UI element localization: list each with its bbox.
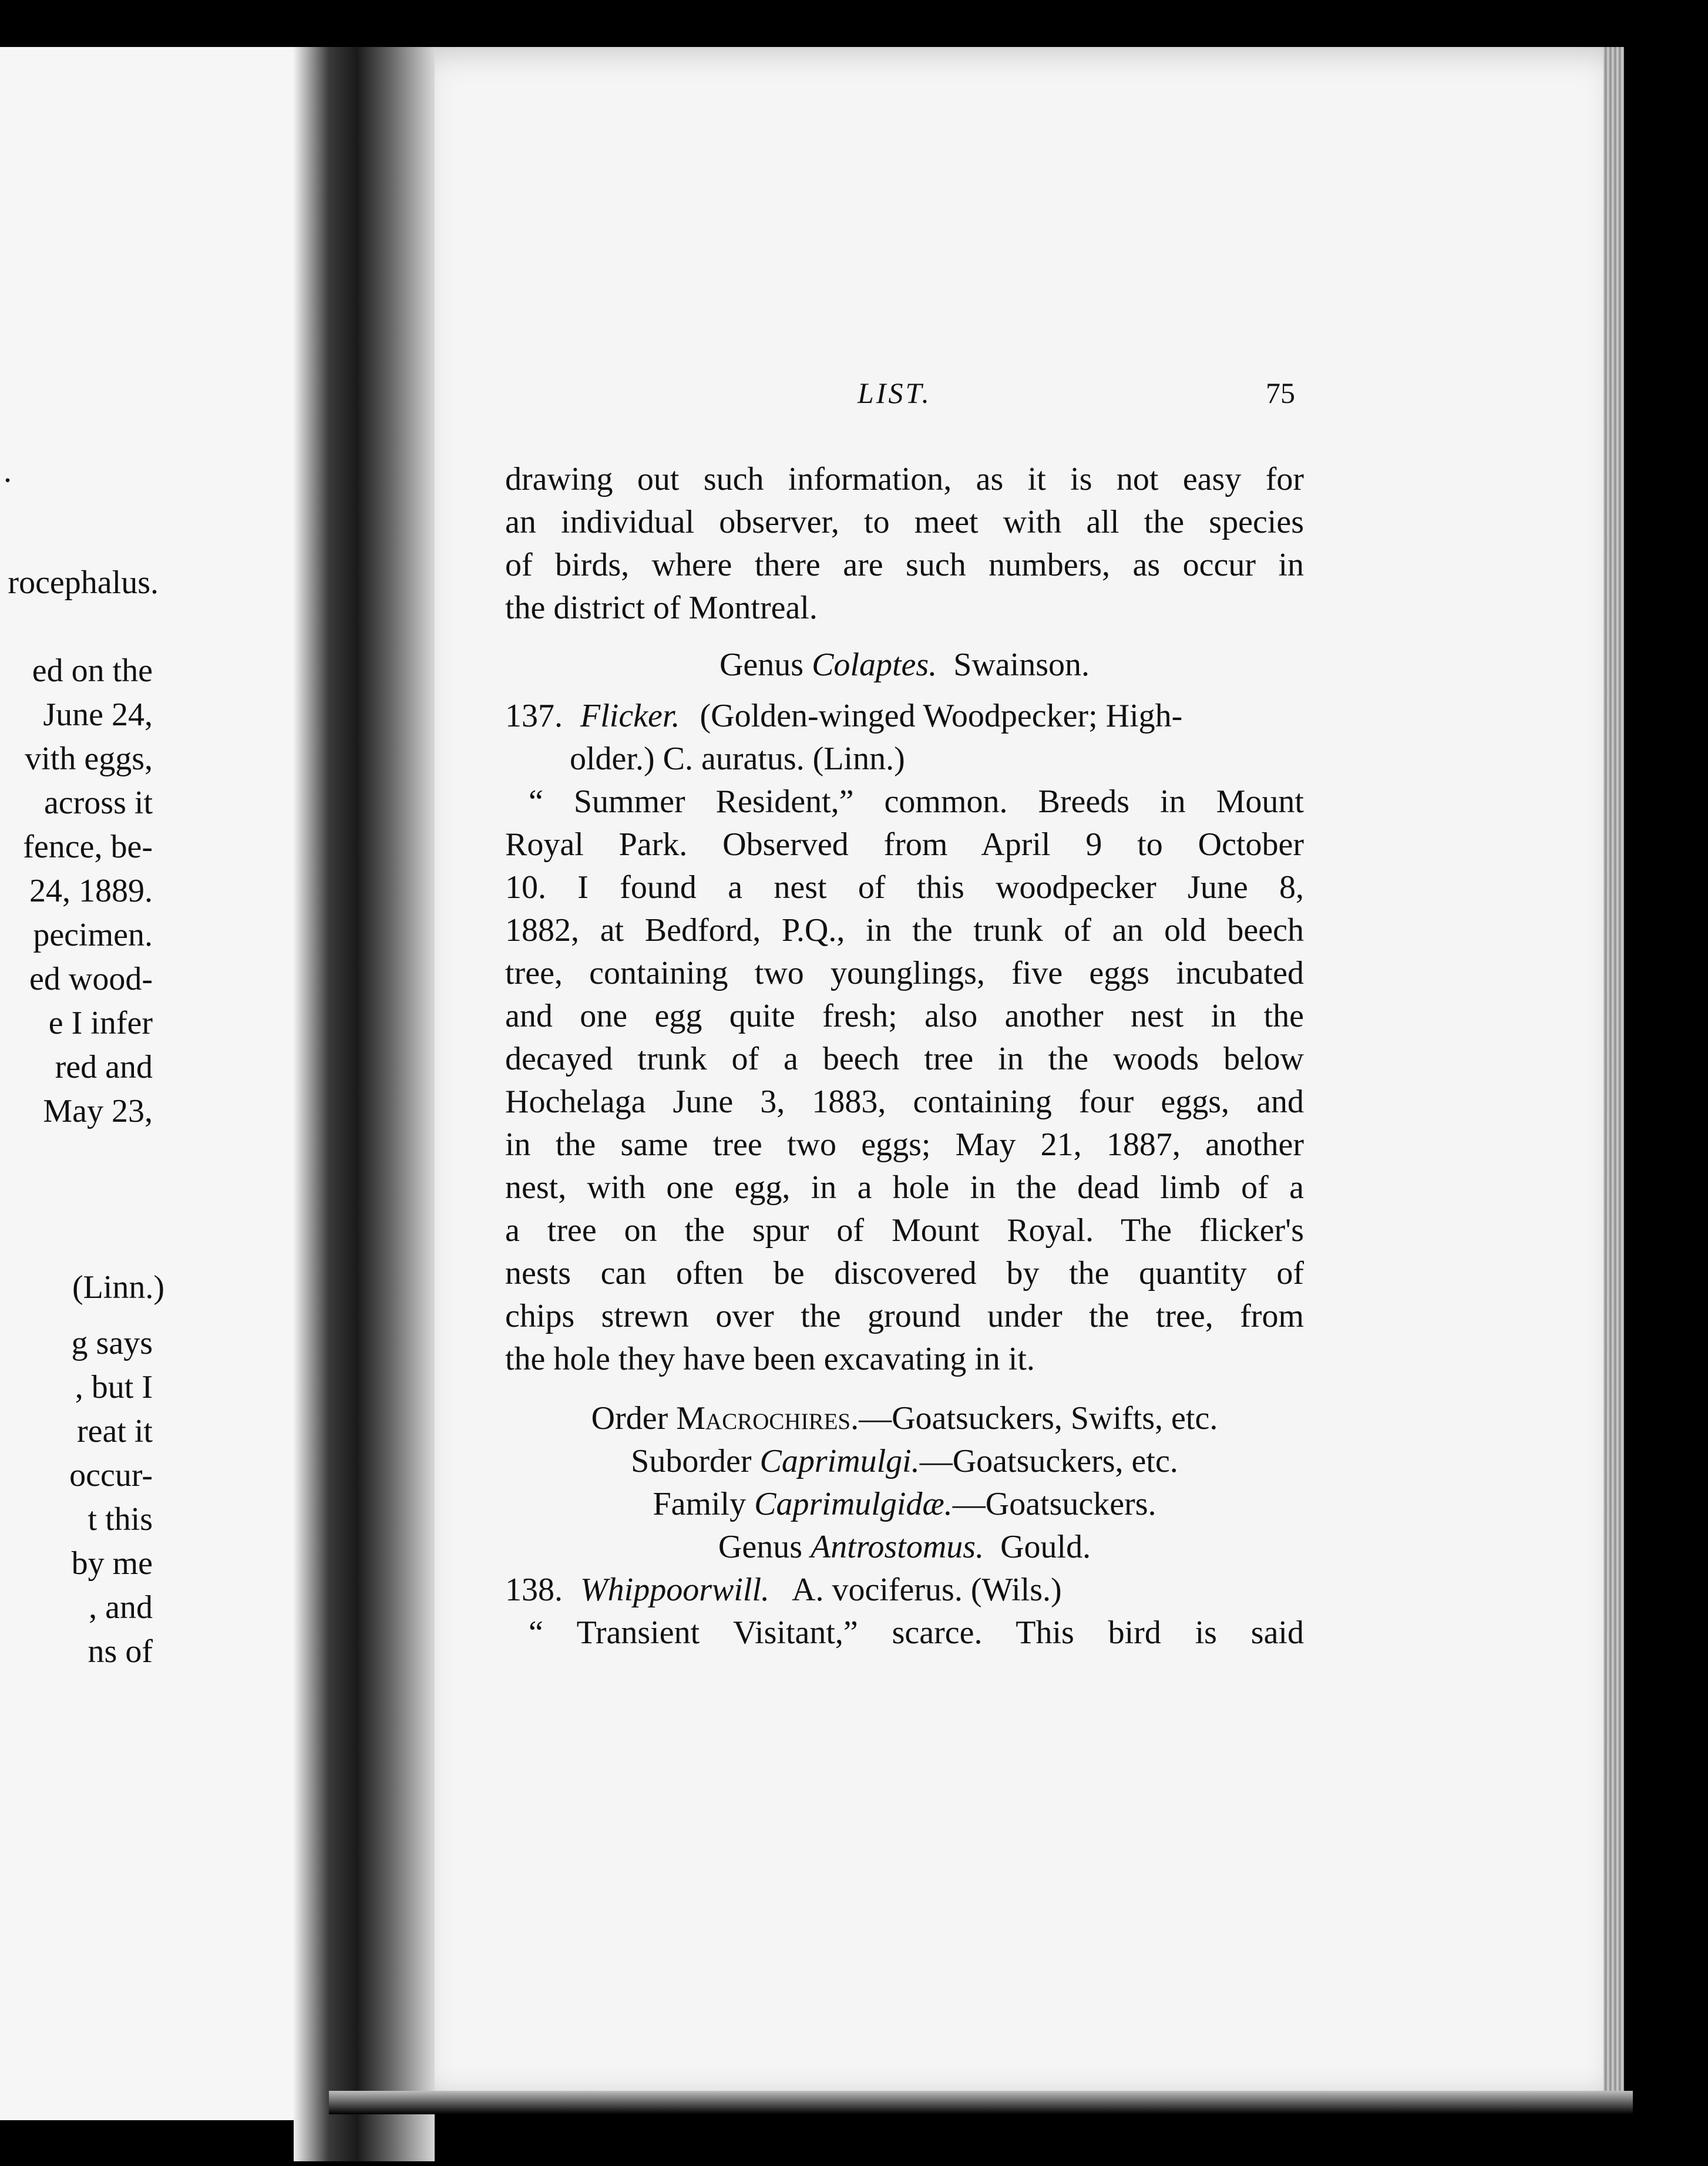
text-line: of birds, where there are such numbers, as occur in [505, 547, 1304, 583]
entry-number: 138. [505, 1572, 563, 1608]
entry-number: 137. [505, 698, 563, 734]
left-line: fence, be- [23, 829, 153, 865]
page-number: 75 [1266, 376, 1295, 409]
genus-heading [505, 644, 1304, 687]
book-gutter [294, 47, 435, 2161]
genus-author: Gould. [1000, 1529, 1091, 1565]
left-line: g says [71, 1325, 153, 1361]
intro-paragraph [505, 458, 1304, 630]
text-line: Hochelaga June 3, 1883, containing four eggs, and [505, 1084, 1304, 1120]
text-line: nests can often be discovered by the quantity of [505, 1255, 1304, 1291]
page-bottom-shadow [329, 2091, 1633, 2114]
suborder-rest: —Goatsuckers, etc. [919, 1443, 1178, 1479]
genus-prefix: Genus [719, 647, 804, 683]
body-text [505, 458, 1304, 1654]
entry-line [505, 1569, 1304, 1612]
left-line: May 23, [43, 1093, 153, 1129]
left-line: ed wood- [29, 961, 153, 997]
left-line: ns of [88, 1633, 153, 1670]
text-line: 10. I found a nest of this woodpecker June 8, [505, 869, 1304, 906]
genus-author: Swainson. [953, 647, 1090, 683]
left-line: reat it [76, 1413, 153, 1449]
left-line: 24, 1889. [29, 873, 153, 909]
left-line: pecimen. [33, 917, 153, 953]
text-line: Royal Park. Observed from April 9 to October [505, 826, 1304, 863]
genus-name: Colaptes. [812, 647, 937, 683]
left-line: red and [55, 1049, 153, 1085]
entry-line: older.) C. auratus. (Linn.) [570, 741, 905, 777]
entry-line-rest: (Golden-winged Woodpecker; High- [700, 698, 1183, 734]
left-line: June 24, [43, 697, 153, 733]
family-prefix: Family [653, 1486, 747, 1522]
genus-prefix: Genus [718, 1529, 802, 1565]
text-line: chips strewn over the ground under the tree, from [505, 1298, 1304, 1334]
suborder-prefix: Suborder [631, 1443, 752, 1479]
left-line: e I infer [48, 1005, 153, 1041]
left-line: occur- [69, 1457, 153, 1494]
entry-line [505, 695, 1304, 738]
left-line: ed on the [32, 653, 153, 689]
text-line: 1882, at Bedford, P.Q., in the trunk of an old beech [505, 912, 1304, 949]
text-line: the hole they have been excavating in it. [505, 1341, 1035, 1377]
family-rest: —Goatsuckers. [952, 1486, 1156, 1522]
entry-common-name: Flicker. [580, 698, 680, 734]
text-line: tree, containing two younglings, five eggs incubated [505, 955, 1304, 991]
text-line: nest, with one egg, in a hole in the dead limb of a [505, 1169, 1304, 1206]
text-line: in the same tree two eggs; May 21, 1887, another [505, 1126, 1304, 1163]
suborder-name: Caprimulgi. [759, 1443, 920, 1479]
running-title: LIST. [858, 376, 932, 409]
genus-name: Antrostomus. [811, 1529, 984, 1565]
left-line: vith eggs, [25, 741, 153, 777]
species-entry-137 [505, 695, 1304, 781]
genus-heading [505, 1526, 1304, 1569]
family-name: Caprimulgidæ. [754, 1486, 953, 1522]
suborder-heading [505, 1440, 1304, 1483]
left-facing-page [0, 47, 329, 2120]
left-line: t this [88, 1501, 153, 1538]
family-heading [505, 1483, 1304, 1526]
text-line: drawing out such information, as it is not easy for [505, 461, 1304, 497]
text-line: decayed trunk of a beech tree in the woods below [505, 1041, 1304, 1077]
entry-common-name: Whippoorwill. [580, 1572, 770, 1608]
left-line: (Linn.) [72, 1269, 164, 1306]
order-rest: —Goatsuckers, Swifts, etc. [859, 1400, 1218, 1437]
order-heading [505, 1397, 1304, 1440]
left-line: by me [71, 1545, 153, 1582]
text-line: “ Transient Visitant,” scarce. This bird is said [529, 1615, 1304, 1651]
left-line: . [4, 453, 12, 489]
text-line: “ Summer Resident,” common. Breeds in Mount [529, 783, 1304, 820]
species-entry-138 [505, 1569, 1304, 1654]
left-line: rocephalus. [8, 564, 159, 601]
left-line: across it [43, 785, 153, 821]
left-line: , but I [75, 1369, 153, 1405]
entry-line-rest: A. vociferus. (Wils.) [792, 1572, 1062, 1608]
order-name: Macrochires. [676, 1400, 859, 1437]
text-line: the district of Montreal. [505, 590, 818, 626]
entry-137-paragraph [505, 781, 1304, 1381]
running-head [505, 376, 1295, 417]
left-line: , and [89, 1589, 153, 1626]
page-edge [1603, 47, 1624, 2103]
order-prefix: Order [591, 1400, 668, 1437]
text-line: and one egg quite fresh; also another nest in the [505, 998, 1304, 1034]
text-line: a tree on the spur of Mount Royal. The flicker's [505, 1212, 1304, 1249]
text-line: an individual observer, to meet with all the species [505, 504, 1304, 540]
